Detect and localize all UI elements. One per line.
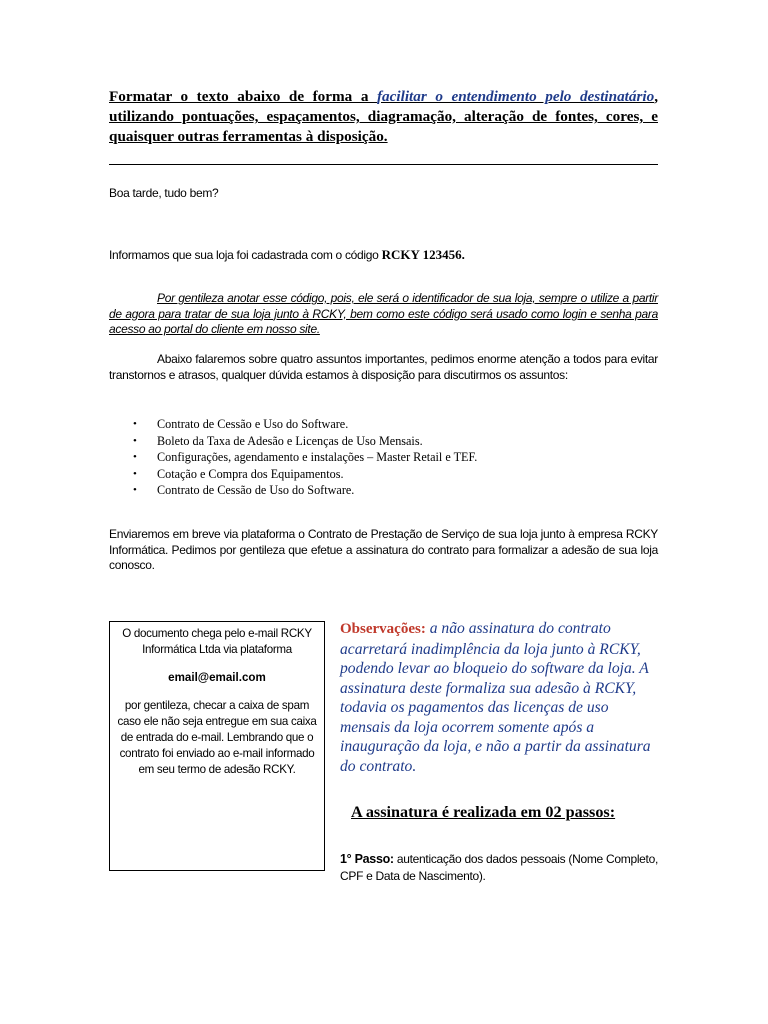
contract-paragraph: Enviaremos em breve via plataforma o Contrato de Prestação de Serviço de sua loja junto à empresa RCKY Informática. Pedimos por gentileza que efetue a assinatura do contrato para formalizar a adesão de sua loja conosco. bbox=[109, 527, 658, 572]
step-1-label: 1° Passo: bbox=[340, 852, 394, 866]
topics-list bbox=[133, 416, 653, 499]
email-info-box bbox=[109, 621, 325, 871]
list-item-text: Configurações, agendamento e instalações – Master Retail e TEF. bbox=[157, 450, 478, 465]
observations bbox=[340, 619, 658, 776]
observations-text: a não assinatura do contrato acarretará inadimplência da loja junto à RCKY, podendo levar ao bloqueio do software da loja. A assinatura deste formaliza sua adesão à RCKY, todavia os pagamentos das licenças de uso mensais da loja ocorrem somente após a inauguração da loja, e não a partir da assinatura do contrato. bbox=[340, 620, 651, 775]
bullet-icon: • bbox=[133, 434, 137, 447]
list-item bbox=[133, 416, 653, 433]
list-item bbox=[133, 433, 653, 450]
steps-title: A assinatura é realizada em 02 passos: bbox=[351, 803, 616, 821]
bullet-icon: • bbox=[133, 467, 137, 480]
bullet-icon: • bbox=[133, 418, 137, 430]
store-code-text: Informamos que sua loja foi cadastrada com o código bbox=[109, 248, 382, 262]
code-note: Por gentileza anotar esse código, pois, ele será o identificador de sua loja, sempre o utilize a partir de agora para tratar de sua loja junto à RCKY, bem como este código será usado como login e senha para acesso ao portal do cliente em nosso site. bbox=[109, 291, 658, 336]
step-1 bbox=[340, 851, 658, 885]
heading-part-3: , utilizando pontuações, espaçamentos, diagramação, alteração de fontes, cores, e quaisquer outras ferramentas à disposição. bbox=[109, 88, 659, 145]
bullet-icon: • bbox=[133, 484, 137, 497]
step-1-text: autenticação dos dados pessoais (Nome Completo, CPF e Data de Nascimento). bbox=[340, 852, 658, 883]
box-body: por gentileza, checar a caixa de spam caso ele não seja entregue em sua caixa de entrada do e-mail. Lembrando que o contrato foi enviado ao e-mail informado em seu termo de adesão RCKY. bbox=[117, 699, 317, 776]
store-code-info bbox=[109, 247, 658, 263]
observations-label: Observações: bbox=[340, 621, 426, 637]
list-item-text: Boleto da Taxa de Adesão e Licenças de Uso Mensais. bbox=[157, 433, 423, 448]
store-code: RCKY 123456. bbox=[381, 247, 465, 262]
topics-intro-paragraph: Abaixo falaremos sobre quatro assuntos importantes, pedimos enorme atenção a todos para evitar transtornos e atrasos, qualquer dúvida estamos à disposição para discutirmos os assuntos: bbox=[109, 352, 658, 382]
greeting: Boa tarde, tudo bem? bbox=[109, 186, 219, 200]
heading-emphasis: facilitar o entendimento pelo destinatário bbox=[376, 88, 655, 105]
list-item bbox=[133, 449, 653, 466]
heading-part-1: Formatar o texto abaixo de forma a bbox=[109, 88, 377, 105]
list-item bbox=[133, 466, 653, 483]
box-intro: O documento chega pelo e-mail RCKY Informática Ltda via plataforma bbox=[122, 627, 312, 656]
list-item bbox=[133, 482, 653, 499]
page-heading bbox=[109, 87, 658, 147]
horizontal-rule bbox=[109, 164, 658, 165]
list-item-text: Contrato de Cessão de Uso do Software. bbox=[157, 483, 355, 498]
box-email: email@email.com bbox=[168, 671, 266, 684]
list-item-text: Contrato de Cessão e Uso do Software. bbox=[157, 417, 349, 431]
list-item-text: Cotação e Compra dos Equipamentos. bbox=[157, 466, 344, 481]
bullet-icon: • bbox=[133, 451, 137, 464]
